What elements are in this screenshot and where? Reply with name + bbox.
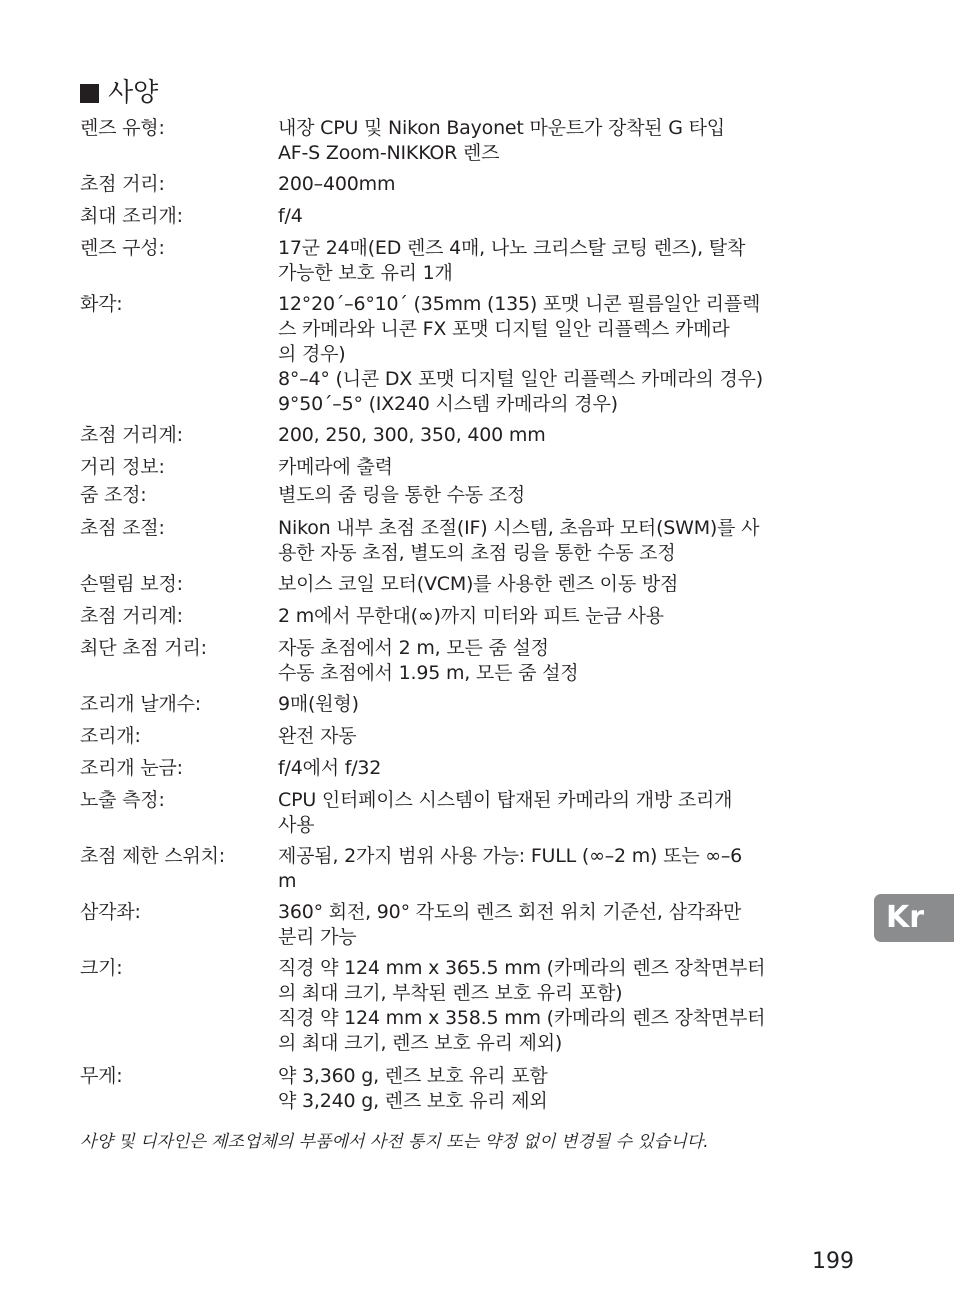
spec-value-line: f/4	[278, 205, 303, 227]
spec-value-line: 17군 24매(ED 렌즈 4매, 나노 크리스탈 코팅 렌즈), 탈착	[278, 237, 746, 259]
spec-value-line: f/4에서 f/32	[278, 757, 382, 779]
spec-value	[278, 788, 858, 838]
spec-value-line: 스 카메라와 니콘 FX 포맷 디지털 일안 리플렉스 카메라	[278, 318, 730, 340]
spec-value-line: 의 최대 크기, 렌즈 보호 유리 제외)	[278, 1032, 563, 1054]
spec-label: 삼각좌:	[80, 901, 141, 923]
spec-value-line: 완전 자동	[278, 725, 357, 747]
spec-value-line: Nikon 내부 초점 조절(IF) 시스템, 초음파 모터(SWM)를 사	[278, 517, 760, 539]
spec-value-line: CPU 인터페이스 시스템이 탑재된 카메라의 개방 조리개	[278, 789, 733, 811]
spec-label: 손떨림 보정:	[80, 573, 183, 595]
square-bullet-icon	[80, 84, 99, 103]
spec-value	[278, 172, 858, 197]
spec-value	[278, 692, 858, 717]
spec-value-line: 카메라에 출력	[278, 456, 393, 478]
spec-value-line: 200–400mm	[278, 173, 396, 195]
spec-value-line: 8°–4° (니콘 DX 포맷 디지털 일안 리플렉스 카메라의 경우)	[278, 368, 763, 390]
spec-label: 최단 초점 거리:	[80, 637, 207, 659]
spec-value	[278, 1064, 858, 1114]
spec-label: 최대 조리개:	[80, 205, 183, 227]
spec-value	[278, 236, 858, 286]
spec-label: 초점 거리:	[80, 173, 165, 195]
spec-label: 거리 정보:	[80, 456, 165, 478]
spec-label: 초점 제한 스위치:	[80, 845, 225, 867]
spec-value-line: 9매(원형)	[278, 693, 359, 715]
spec-value-line: 9°50´–5° (IX240 시스템 카메라의 경우)	[278, 393, 618, 415]
spec-value	[278, 483, 858, 508]
spec-value-line: 약 3,360 g, 렌즈 보호 유리 포함	[278, 1065, 548, 1087]
spec-label: 무게:	[80, 1065, 123, 1087]
spec-value-line: 360° 회전, 90° 각도의 렌즈 회전 위치 기준선, 삼각좌만	[278, 901, 742, 923]
spec-value-line: 수동 초점에서 1.95 m, 모든 줌 설정	[278, 662, 579, 684]
spec-value-line: 약 3,240 g, 렌즈 보호 유리 제외	[278, 1090, 548, 1112]
spec-label: 조리개 눈금:	[80, 757, 183, 779]
spec-label: 노출 측정:	[80, 789, 165, 811]
spec-value-line: 용한 자동 초점, 별도의 초점 링을 통한 수동 조정	[278, 542, 676, 564]
spec-value	[278, 636, 858, 686]
spec-value	[278, 516, 858, 566]
language-tab: Kr	[874, 894, 954, 942]
spec-value-line: 의 최대 크기, 부착된 렌즈 보호 유리 포함)	[278, 982, 623, 1004]
spec-label: 초점 거리계:	[80, 424, 183, 446]
spec-value-line: 자동 초점에서 2 m, 모든 줌 설정	[278, 637, 549, 659]
spec-value	[278, 292, 858, 417]
spec-label: 초점 거리계:	[80, 605, 183, 627]
spec-value-line: 보이스 코일 모터(VCM)를 사용한 렌즈 이동 방점	[278, 573, 679, 595]
spec-value-line: 별도의 줌 링을 통한 수동 조정	[278, 484, 526, 506]
spec-value	[278, 455, 858, 480]
spec-value	[278, 956, 858, 1056]
spec-label: 줌 조정:	[80, 484, 147, 506]
spec-value-line: 사용	[278, 814, 315, 836]
spec-value-line: 제공됨, 2가지 범위 사용 가능: FULL (∞–2 m) 또는 ∞–6	[278, 845, 743, 867]
spec-value	[278, 572, 858, 597]
spec-value	[278, 900, 858, 950]
spec-value-line: 분리 가능	[278, 926, 357, 948]
spec-value	[278, 756, 858, 781]
spec-value-line: AF-S Zoom-NIKKOR 렌즈	[278, 142, 500, 164]
spec-label: 렌즈 유형:	[80, 117, 165, 139]
spec-value-line: 12°20´–6°10´ (35mm (135) 포맷 니콘 필름일안 리플렉	[278, 293, 761, 315]
spec-label: 렌즈 구성:	[80, 237, 165, 259]
spec-value	[278, 844, 858, 894]
page-number: 199	[812, 1249, 854, 1274]
spec-value-line: 의 경우)	[278, 343, 346, 365]
spec-value-line: 직경 약 124 mm x 358.5 mm (카메라의 렌즈 장착면부터	[278, 1007, 766, 1029]
section-heading	[80, 76, 158, 110]
spec-label: 화각:	[80, 293, 123, 315]
section-title: 사양	[108, 78, 159, 108]
spec-value	[278, 724, 858, 749]
spec-value	[278, 204, 858, 229]
spec-value-line: 가능한 보호 유리 1개	[278, 262, 453, 284]
footnote: 사양 및 디자인은 제조업체의 부품에서 사전 통지 또는 약정 없이 변경될 수 있습니다.	[80, 1132, 709, 1152]
spec-label: 크기:	[80, 957, 123, 979]
spec-value-line: 200, 250, 300, 350, 400 mm	[278, 424, 546, 446]
spec-label: 조리개:	[80, 725, 141, 747]
spec-value-line: 내장 CPU 및 Nikon Bayonet 마운트가 장착된 G 타입	[278, 117, 725, 139]
spec-value	[278, 423, 858, 448]
spec-value	[278, 604, 858, 629]
spec-value-line: m	[278, 870, 297, 892]
spec-value-line: 2 m에서 무한대(∞)까지 미터와 피트 눈금 사용	[278, 605, 664, 627]
spec-value-line: 직경 약 124 mm x 365.5 mm (카메라의 렌즈 장착면부터	[278, 957, 766, 979]
spec-label: 조리개 날개수:	[80, 693, 201, 715]
spec-value	[278, 116, 858, 166]
spec-label: 초점 조절:	[80, 517, 165, 539]
